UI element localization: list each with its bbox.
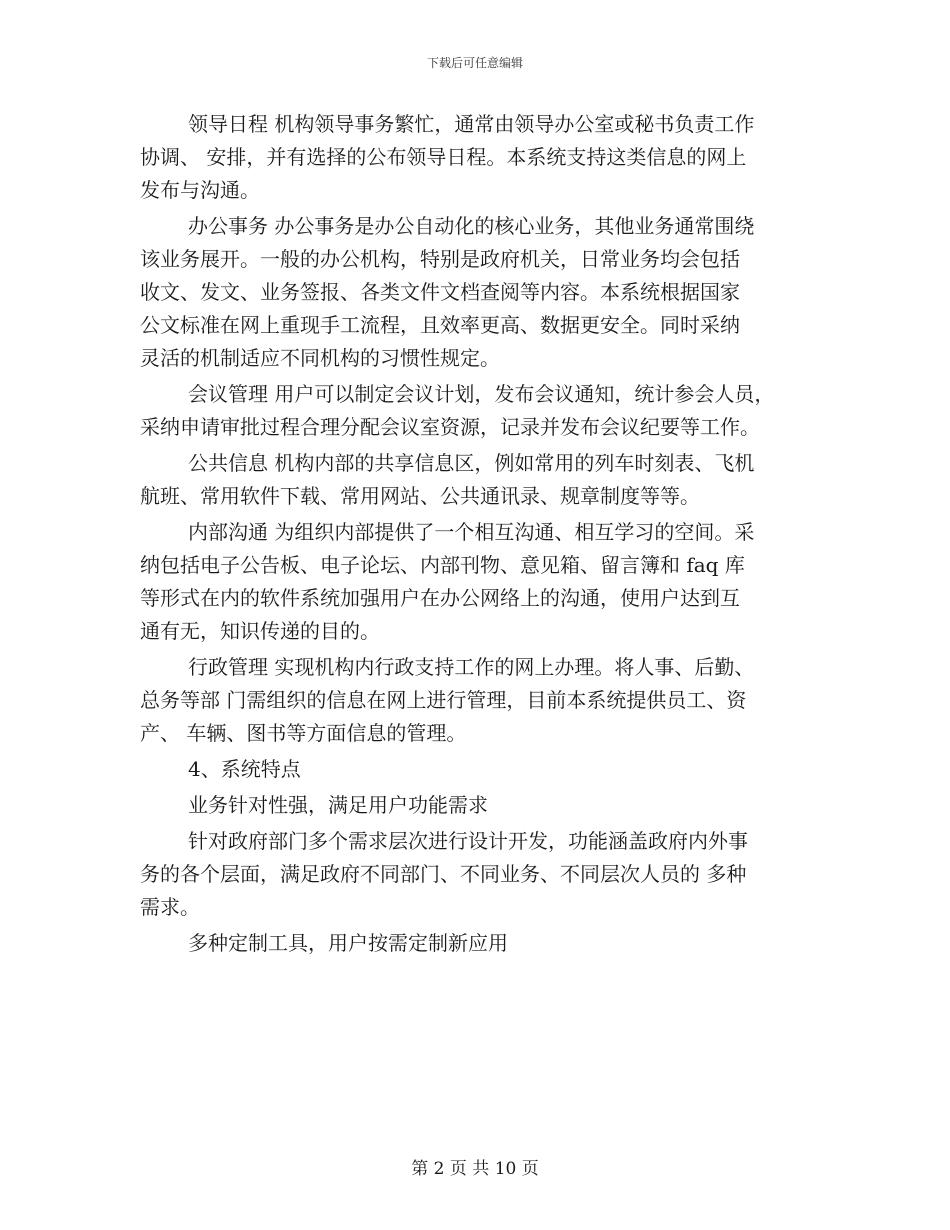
paragraph-line: 灵活的机制适应不同机构的习惯性规定。 [140, 346, 500, 370]
paragraph-line: 采纳申请审批过程合理分配会议室资源，记录并发布会议纪要等工作。 [140, 415, 760, 439]
paragraph-line: 针对政府部门多个需求层次进行设计开发，功能涵盖政府内外事 [188, 829, 748, 853]
paragraph-line: 行政管理 实现机构内行政支持工作的网上办理。将人事、后勤、 [188, 655, 755, 679]
paragraph-line: 会议管理 用户可以制定会议计划，发布会议通知，统计参会人员， [188, 382, 775, 406]
paragraph-line: 公文标准在网上重现手工流程，且效率更高、数据更安全。同时采纳 [140, 313, 740, 337]
page-footer: 第 2 页 共 10 页 [411, 1159, 539, 1179]
paragraph-line: 该业务展开。一般的办公机构，特别是政府机关，日常业务均会包括 [140, 247, 740, 271]
subheading: 多种定制工具，用户按需定制新应用 [188, 931, 508, 955]
paragraph-line: 发布与沟通。 [140, 178, 260, 202]
paragraph-line: 需求。 [140, 895, 200, 919]
paragraph-line: 收文、发文、业务签报、各类文件文档查阅等内容。本系统根据国家 [140, 280, 740, 304]
paragraph-line: 协调、 安排，并有选择的公布领导日程。本系统支持这类信息的网上 [140, 145, 747, 169]
paragraph-line: 纳包括电子公告板、电子论坛、内部刊物、意见箱、留言簿和 faq 库 [140, 553, 745, 577]
paragraph-line: 航班、常用软件下载、常用网站、公共通讯录、规章制度等等。 [140, 484, 700, 508]
section-heading: 4、系统特点 [188, 757, 301, 781]
paragraph-line: 产、 车辆、图书等方面信息的管理。 [140, 721, 467, 745]
subheading: 业务针对性强，满足用户功能需求 [188, 793, 488, 817]
paragraph-line: 领导日程 机构领导事务繁忙，通常由领导办公室或秘书负责工作 [188, 112, 755, 136]
paragraph-line: 内部沟通 为组织内部提供了一个相互沟通、相互学习的空间。采 [188, 520, 755, 544]
paragraph-line: 公共信息 机构内部的共享信息区，例如常用的列车时刻表、飞机 [188, 451, 755, 475]
page-header: 下载后可任意编辑 [426, 56, 523, 70]
paragraph-line: 总务等部 门需组织的信息在网上进行管理，目前本系统提供员工、资 [140, 688, 747, 712]
paragraph-line: 通有无，知识传递的目的。 [140, 619, 380, 643]
paragraph-line: 等形式在内的软件系统加强用户在办公网络上的沟通，使用户达到互 [140, 586, 740, 610]
paragraph-line: 务的各个层面，满足政府不同部门、不同业务、不同层次人员的 多种 [140, 862, 747, 886]
paragraph-line: 办公事务 办公事务是办公自动化的核心业务，其他业务通常围绕 [188, 214, 755, 238]
document-body [140, 108, 830, 960]
